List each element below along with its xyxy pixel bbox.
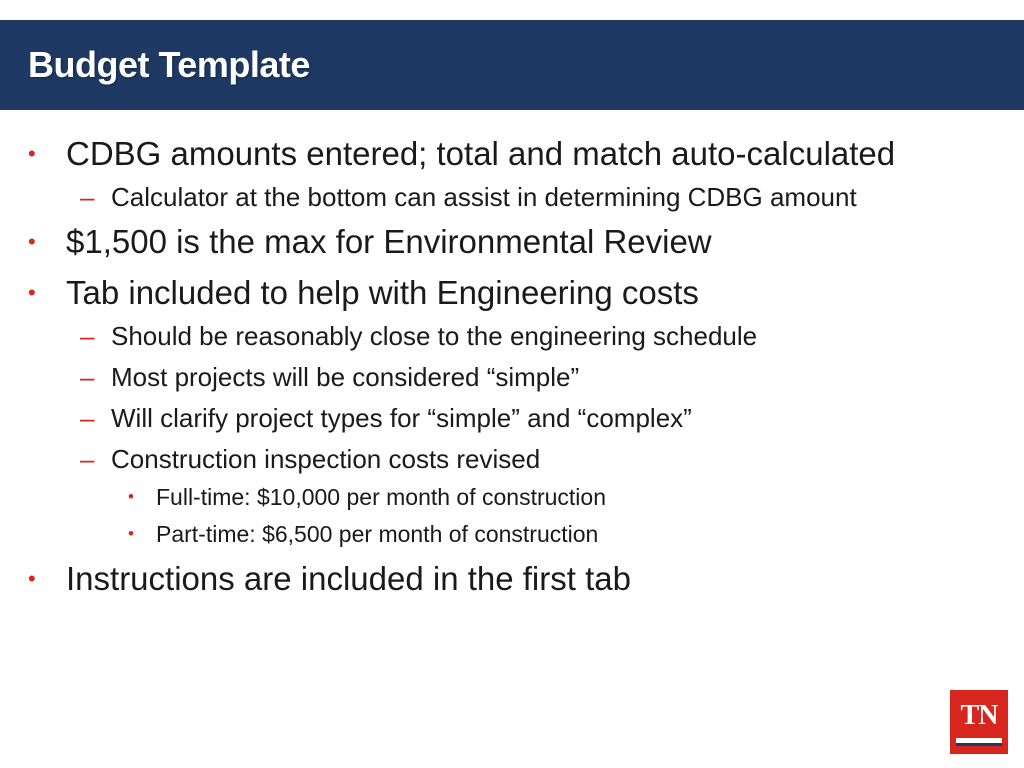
slide-title: Budget Template	[28, 44, 310, 85]
bullet-text: CDBG amounts entered; total and match auto-calculated	[66, 135, 896, 172]
bullet-marker: •	[28, 566, 36, 591]
tn-logo	[950, 690, 1008, 754]
dash-marker: –	[80, 182, 95, 212]
bullet-text: $1,500 is the max for Environmental Review	[66, 223, 712, 260]
dash-marker: –	[80, 444, 95, 474]
tn-logo-text: TN	[960, 700, 998, 731]
logo-stripe	[956, 738, 1002, 746]
bullet-marker: •	[28, 141, 36, 166]
dash-marker: –	[80, 403, 95, 433]
bullet-text: Tab included to help with Engineering costs	[66, 274, 699, 311]
dash-marker: –	[80, 321, 95, 351]
dash-marker: –	[80, 362, 95, 392]
bullet-marker: •	[128, 487, 134, 506]
sub-bullet-text: Most projects will be considered “simple”	[111, 362, 580, 392]
sub-bullet-text: Should be reasonably close to the engineering schedule	[111, 321, 758, 351]
bullet-marker: •	[28, 280, 36, 305]
bullet-text: Instructions are included in the first tab	[66, 560, 631, 597]
sub-sub-bullet-text: Full-time: $10,000 per month of construction	[156, 484, 607, 510]
bullet-marker: •	[128, 524, 134, 543]
sub-bullet-text: Will clarify project types for “simple” and “complex”	[111, 403, 692, 433]
bullet-marker: •	[28, 229, 36, 254]
sub-bullet-text: Construction inspection costs revised	[111, 444, 541, 474]
sub-bullet-text: Calculator at the bottom can assist in determining CDBG amount	[111, 182, 857, 212]
sub-sub-bullet-text: Part-time: $6,500 per month of construction	[156, 521, 599, 547]
